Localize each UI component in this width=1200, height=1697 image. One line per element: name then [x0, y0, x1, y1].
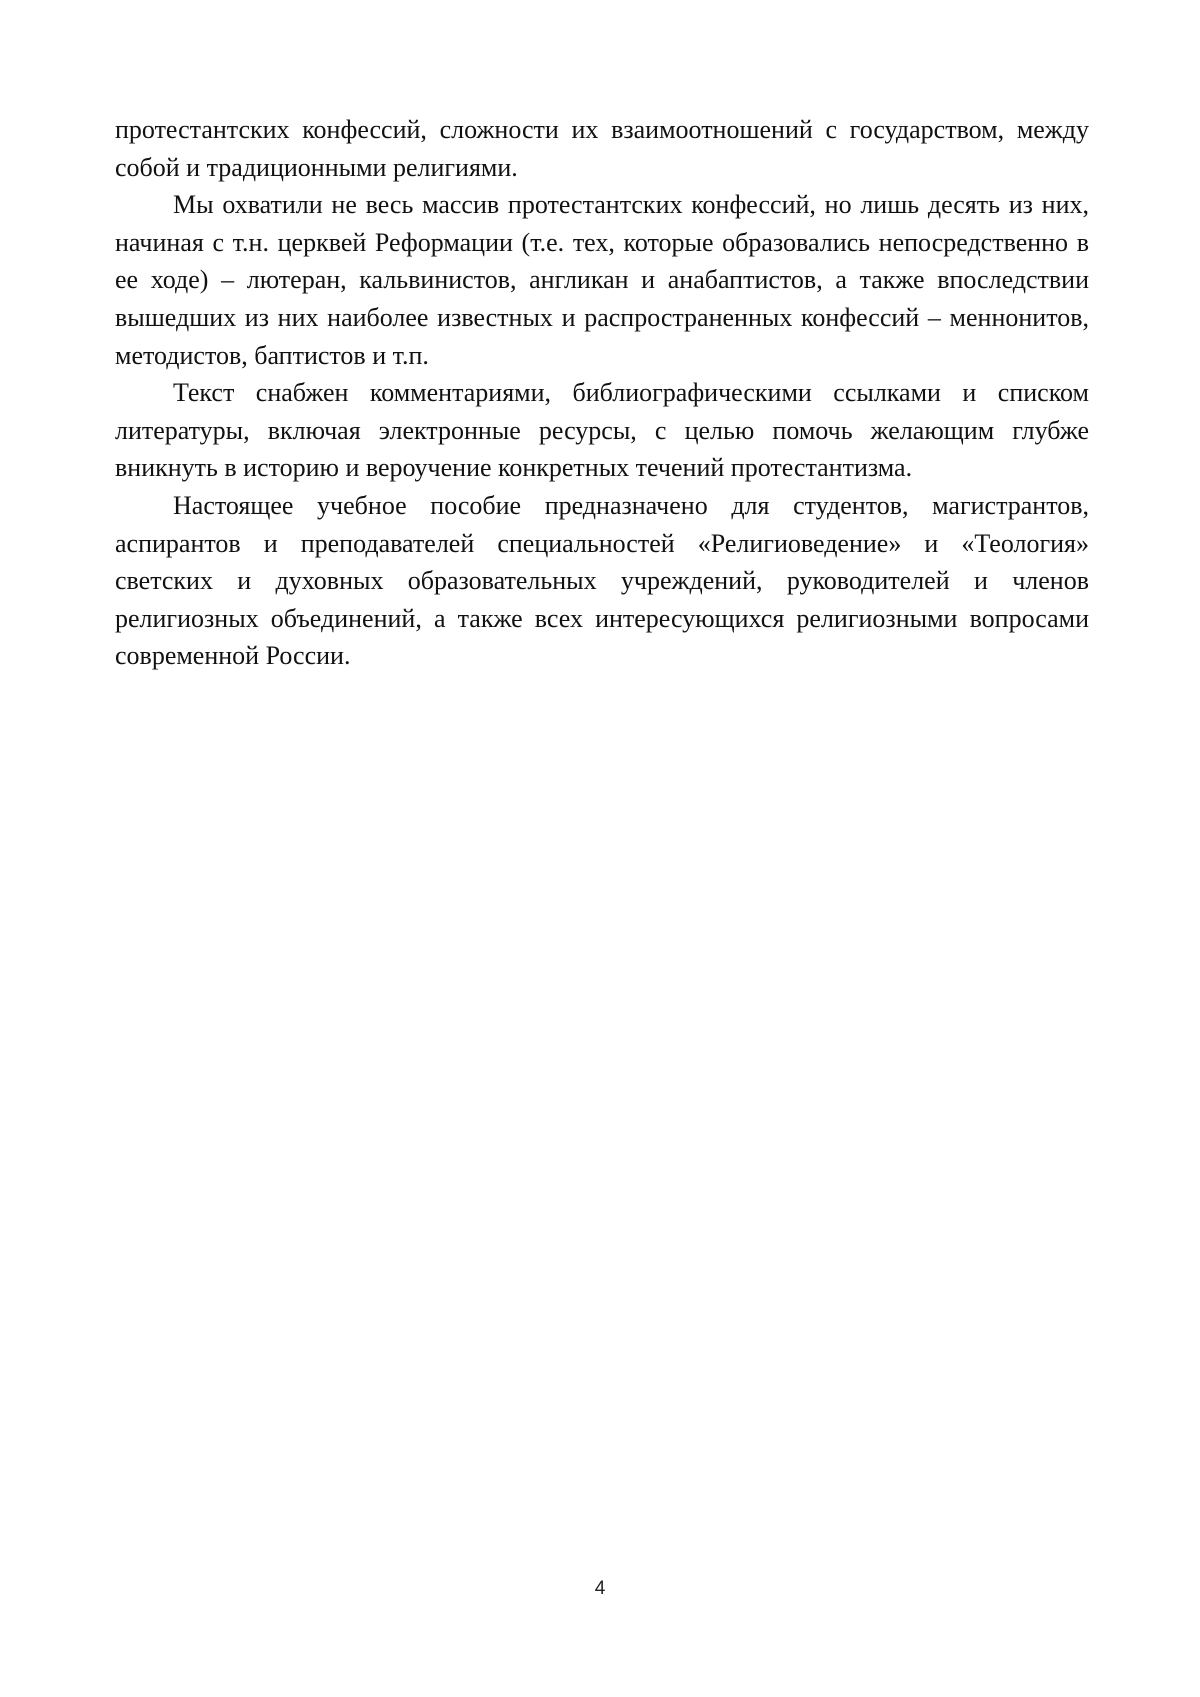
paragraph-audience: Настоящее учебное пособие предназначено для студентов, магистрантов, аспирантов и преподавателей специальностей «Религиоведение» и «Теология» светских и духовных образовательных учреждений, руководителей и членов религиозных объединений, а также всех интересующихся религиозными вопросами современной России.: [115, 490, 1089, 671]
page-number: 4: [594, 1578, 606, 1599]
paragraph-continuation: протестантских конфессий, сложности их взаимоотношений с государством, между собой и традиционными религиями.: [115, 115, 1089, 182]
body-text: [115, 111, 1089, 675]
paragraph-confessions-scope: Мы охватили не весь массив протестантских конфессий, но лишь десять из них, начиная с т.н. церквей Реформации (т.е. тех, которые образовались непосредственно в ее ходе) – лютеран, кальвинистов, англикан и анабаптистов, а также впоследствии вышедших из них наиболее известных и распространенных конфессий – меннонитов, методистов, баптистов и т.п.: [115, 190, 1089, 370]
paragraph-commentary: Текст снабжен комментариями, библиографическими ссылками и списком литературы, включая электронные ресурсы, с целью помочь желающим глубже вникнуть в историю и вероучение конкретных течений протестантизма.: [115, 378, 1089, 483]
